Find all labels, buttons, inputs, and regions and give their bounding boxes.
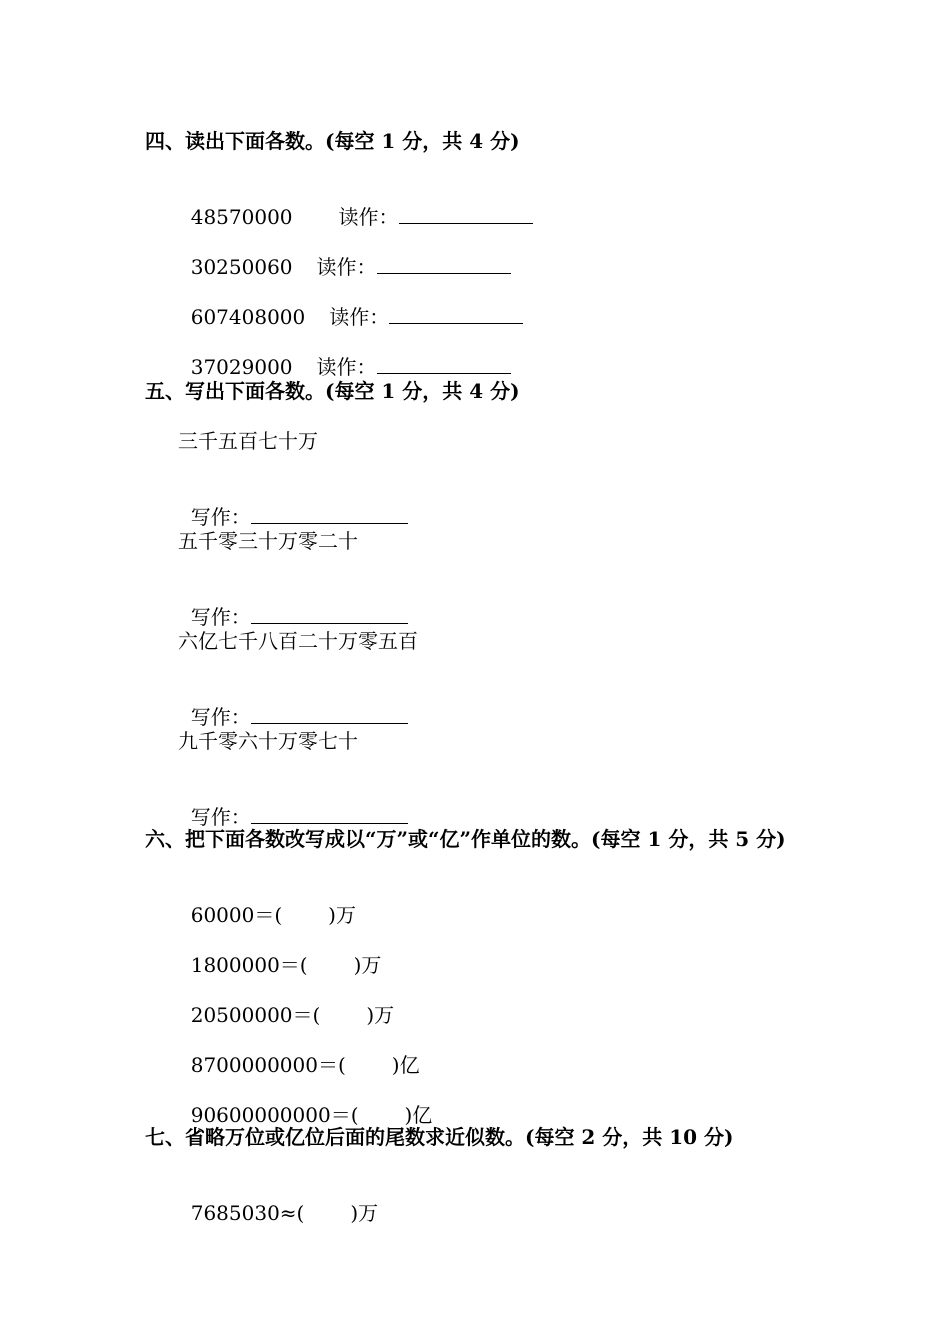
write-label: 写作： (190, 505, 251, 529)
number: 8700000000＝( (190, 1053, 346, 1077)
convert-item-3 (178, 976, 394, 1028)
unit: )亿 (404, 1103, 433, 1127)
write-prompt-4: 九千零六十万零七十 (178, 729, 358, 753)
convert-item-4 (178, 1026, 420, 1078)
unit: )万 (353, 953, 382, 977)
number: 20500000＝( (190, 1003, 321, 1027)
write-prompt-3: 六亿七千八百二十万零五百 (178, 629, 418, 653)
section-6-heading: 六、把下面各数改写成以“万”或“亿”作单位的数。(每空 1 分，共 5 分) (145, 827, 786, 851)
unit: )万 (328, 903, 356, 927)
write-item-3 (178, 678, 408, 730)
read-label: 读作： (329, 305, 390, 329)
write-label: 写作： (190, 705, 251, 729)
answer-blank[interactable] (251, 805, 408, 824)
read-label: 读作： (316, 355, 377, 379)
unit: )万 (350, 1201, 379, 1225)
section-5-heading: 五、写出下面各数。(每空 1 分，共 4 分) (145, 379, 520, 403)
answer-blank[interactable] (377, 355, 511, 374)
read-label: 读作： (316, 255, 377, 279)
convert-item-2 (178, 926, 381, 978)
number: 90600000000＝( (190, 1103, 359, 1127)
convert-item-1 (178, 876, 356, 928)
answer-blank[interactable] (389, 305, 523, 324)
unit: )亿 (391, 1053, 420, 1077)
answer-blank[interactable] (251, 505, 408, 524)
write-prompt-2: 五千零三十万零二十 (178, 529, 358, 553)
write-label: 写作： (190, 605, 251, 629)
write-label: 写作： (190, 805, 251, 829)
unit: )万 (366, 1003, 395, 1027)
number: 60000＝( (190, 903, 283, 927)
answer-blank[interactable] (399, 205, 533, 224)
write-prompt-1: 三千五百七十万 (178, 429, 318, 453)
answer-blank[interactable] (251, 705, 408, 724)
write-item-1 (178, 478, 408, 530)
number: 37029000 (190, 355, 293, 379)
read-item-3 (178, 278, 523, 330)
number: 1800000＝( (190, 953, 308, 977)
approx-item-1 (178, 1174, 378, 1226)
number: 30250060 (190, 255, 293, 279)
section-7-heading: 七、省略万位或亿位后面的尾数求近似数。(每空 2 分，共 10 分) (145, 1125, 734, 1149)
read-item-2 (178, 228, 511, 280)
answer-blank[interactable] (251, 605, 408, 624)
read-item-4 (178, 328, 511, 380)
number: 607408000 (190, 305, 306, 329)
section-4-heading: 四、读出下面各数。(每空 1 分，共 4 分) (145, 129, 520, 153)
number: 48570000 (190, 205, 293, 229)
number: 7685030≈( (190, 1201, 305, 1225)
read-item-1 (178, 178, 533, 230)
write-item-2 (178, 578, 408, 630)
write-item-4 (178, 778, 408, 830)
convert-item-5 (178, 1076, 432, 1128)
answer-blank[interactable] (377, 255, 511, 274)
read-label: 读作： (338, 205, 399, 229)
